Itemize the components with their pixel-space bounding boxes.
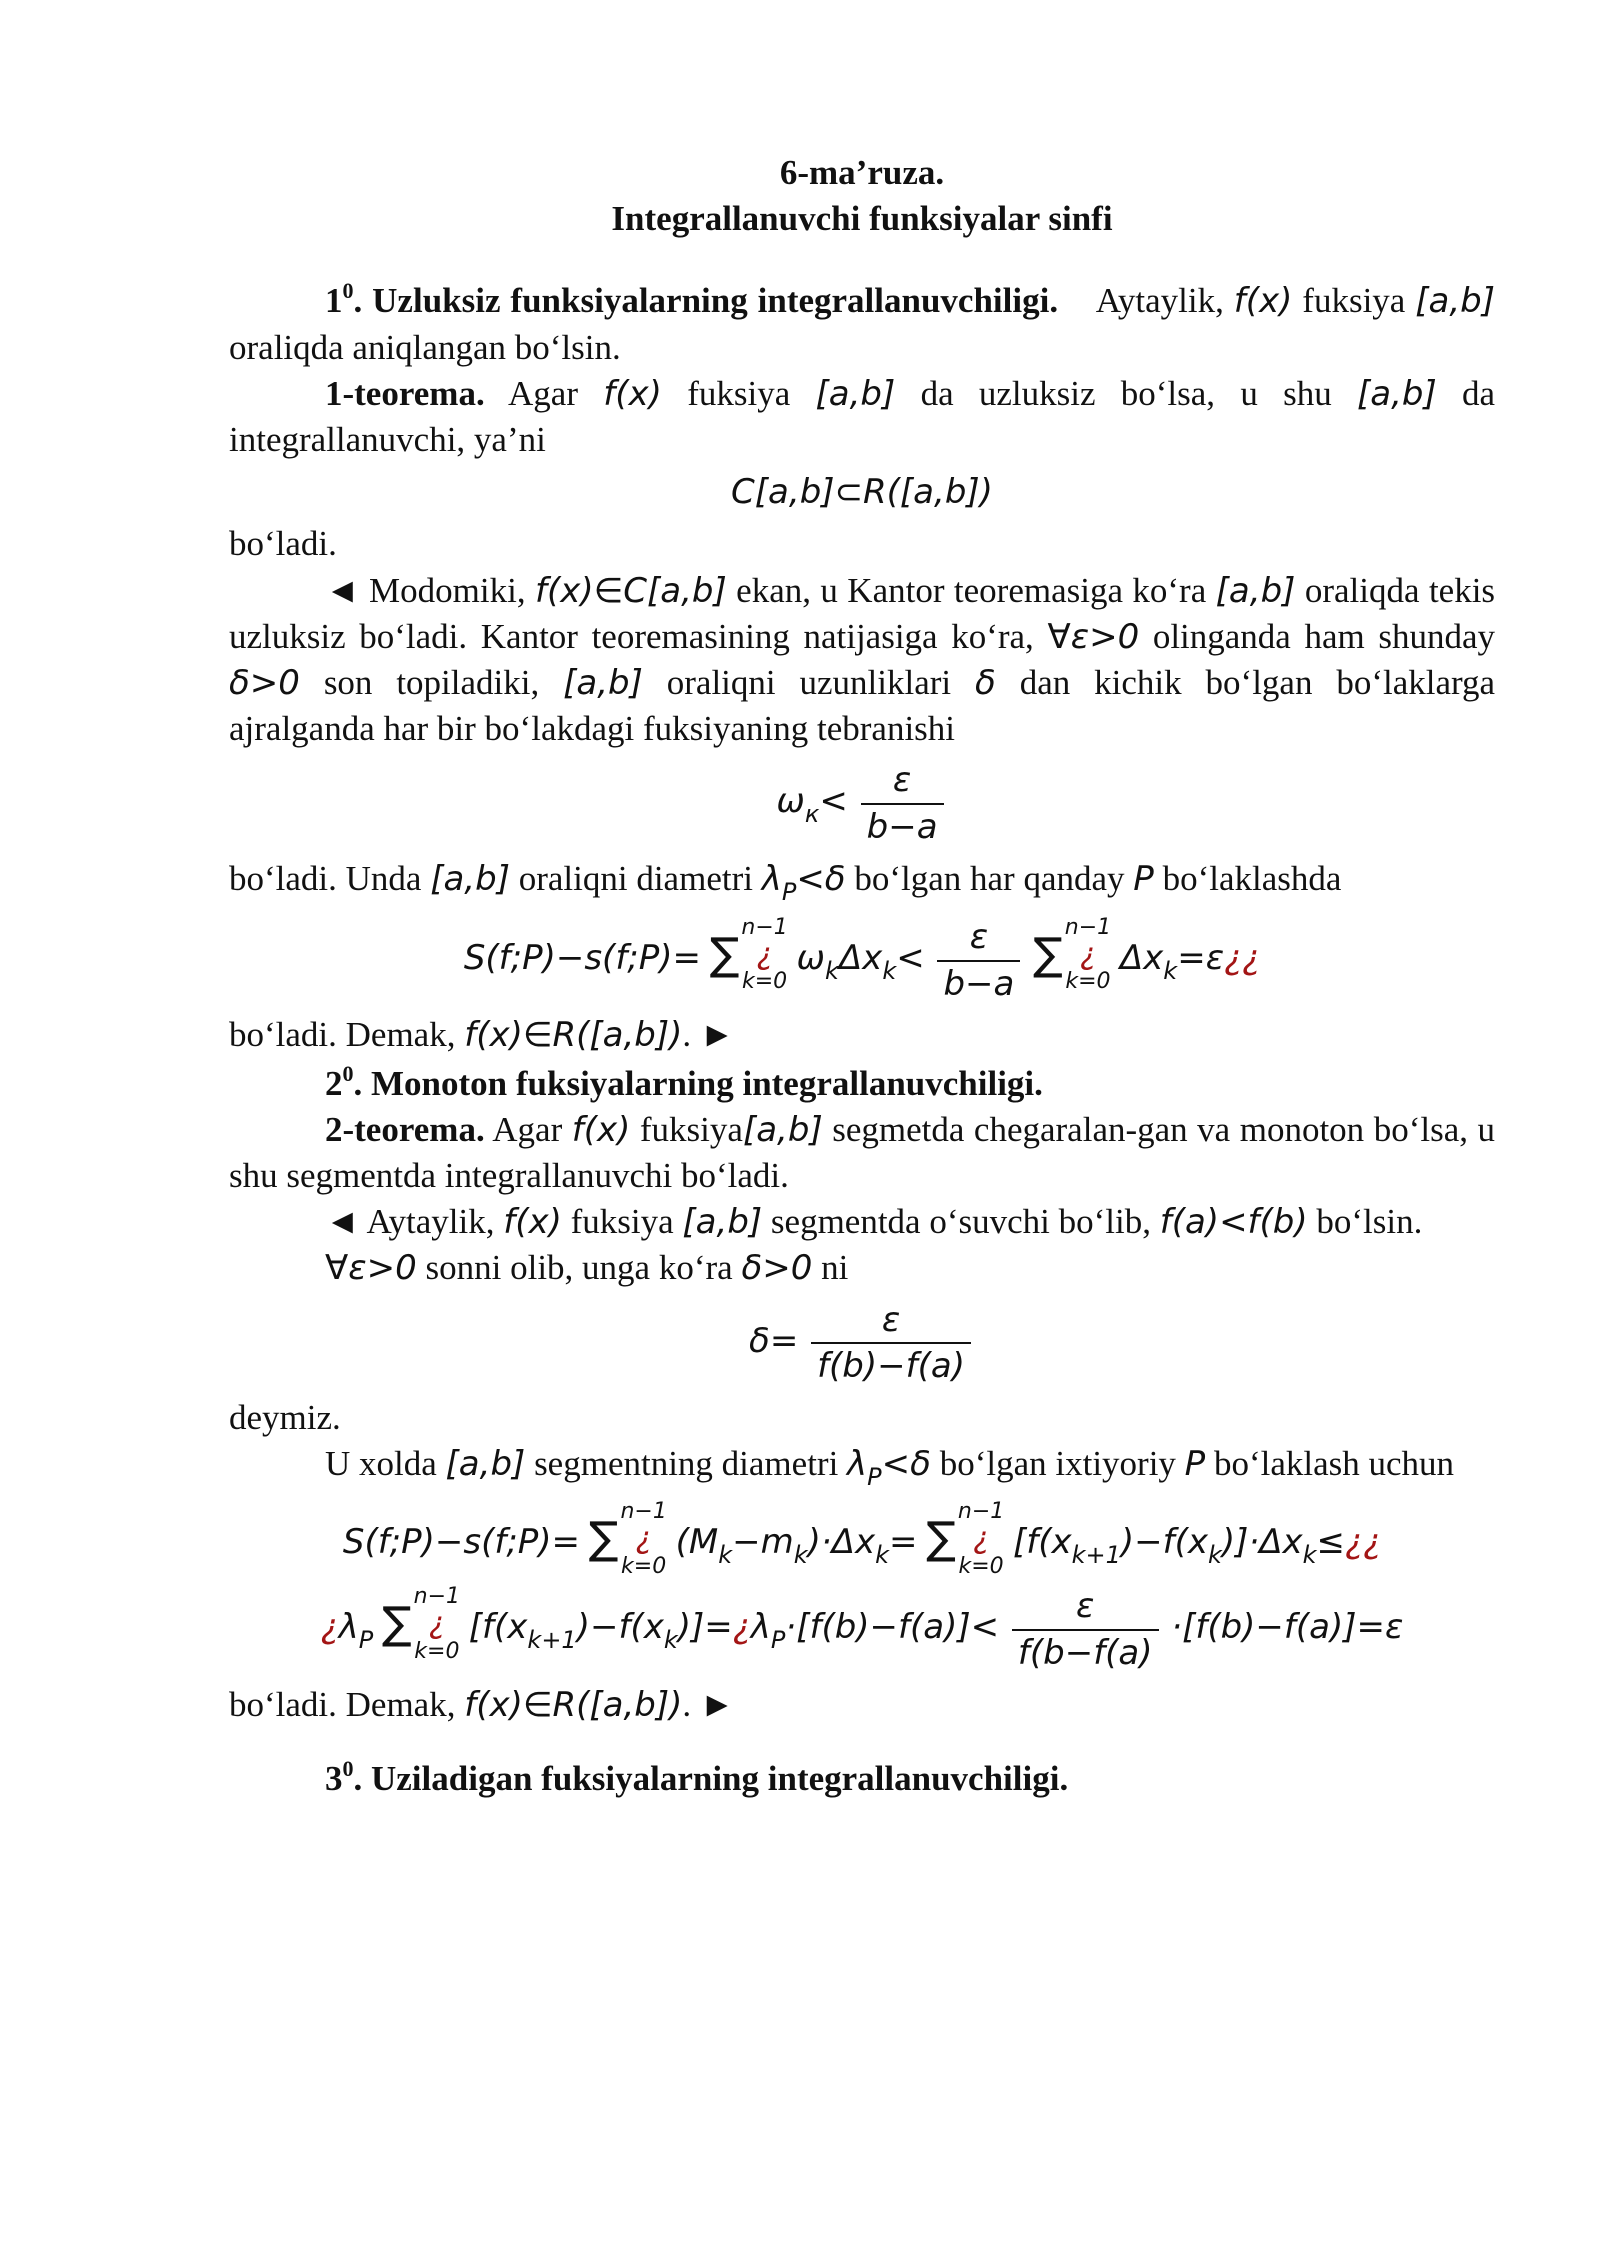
delta-definition-formula: δ= $\frac{\varepsilon}{f(b)-f(a)}$ [229,1298,1495,1390]
darboux-sum-formula-3: ¿$\lambda_P$ ∑ n−1 ¿ k=0 $[f(x_{k+1})-f(x_k)]=¿\lambda_P\cdot[f(b)-f(a)]<$ $\frac{\varepsilon}{f(b-f(a)}$ ·[f(b)−f(a)]=ε [320,1583,1404,1673]
theorem1-paragraph: 1-teorema. Agar f(x) fuksiya [a,b] da uzluksiz bo‘lsa, u shu [a,b] da integrallanuvchi, ya’ni [229,373,1496,459]
theorem1-label: 1-teorema. [325,373,485,413]
section1-paragraph: $1^0$. Uzluksiz funksiyalarning integrallanuvchiligi. Aytaylik, f(x) fuksiya [a,b] oraliqda aniqlangan bo‘lsin. [229,278,1496,367]
proof2-deymiz: deymiz. [229,1398,341,1438]
theorem1-formula: C[a,b]⊂R([a,b]) [731,472,993,513]
lecture-title: Integrallanuvchi funksiyalar sinfi [611,199,1113,239]
section1-heading: $1^0$. Uzluksiz funksiyalarning integrallanuvchiligi. [325,278,1059,321]
sum-symbol: ∑ n−1 ¿ k=0 [709,914,788,995]
proof1-paragraph: ◄ Modomiki, f(x)∈C[a,b] ekan, u Kantor teoremasiga ko‘ra [a,b] oraliqda tekis uzluksiz bo‘ladi. Kantor teoremasining natijasiga ko‘ra, ∀ε>0 olinganda ham shunday δ>0 son topiladiki, [a,b] oraliqni uzunliklari δ dan kichik bo‘lgan bo‘laklarga ajralganda har bir bo‘lakdagi fuksiyaning tebranishi [229,570,1496,749]
section3-heading: $3^0$. Uziladigan fuksiyalarning integrallanuvchiligi. [325,1755,1069,1798]
proof2-epsilon-line: ∀ε>0 sonni olib, unga ko‘ra δ>0 ni [325,1248,849,1289]
proof2-partition-line: U xolda [a,b] segmentning diametri $\lambda_P<\delta$ bo‘lgan ixtiyoriy P bo‘laklash uchun [325,1444,1455,1492]
document-page [229,150,1495,1802]
proof2-paragraph: ◄ Aytaylik, f(x) fuksiya [a,b] segmentda o‘suvchi bo‘lib, f(a)<f(b) bo‘lsin. [325,1202,1423,1243]
darboux-sum-formula-2: S(f;P)−s(f;P)= ∑ n−1 ¿ k=0 $(M_k-m_k)\cdot\Delta x_k=$ ∑ n−1 ¿ k=0 $[f(x_{k+1})-f(x_k)]\cdot\Delta x_k\le¿¿$ [342,1499,1382,1579]
theorem2-paragraph: 2-teorema. Agar f(x) fuksiya[a,b] segmetda chegaralan-gan va monoton bo‘lsa, u shu segmentda integrallanuvchi bo‘ladi. [229,1109,1496,1195]
oscillation-formula: $\omega_к<$ $\frac{\varepsilon}{b-a}$ [229,758,1495,850]
eps-over-b-minus-a: $\frac{\varepsilon}{b-a}$ [861,758,944,850]
proof2-conclusion: bo‘ladi. Demak, f(x)∈R([a,b]). ► [229,1684,735,1725]
section2-heading: $2^0$. Monoton fuksiyalarning integrallanuvchiligi. [325,1060,1043,1103]
proof1-diameter-line: bo‘ladi. Unda [a,b] oraliqni diametri $\lambda_P<\delta$ bo‘lgan har qanday P bo‘laklashda [229,859,1342,906]
darboux-sum-formula-1: S(f;P)−s(f;P)= ∑ n−1 ¿ k=0 $\omega_k\Delta x_k<$ $\frac{\varepsilon}{b-a}$ ∑ n−1 ¿ k=0 $\Delta x_k=\varepsilon¿¿$ [463,914,1261,1004]
proof1-conclusion: bo‘ladi. Demak, f(x)∈R([a,b]). ► [229,1015,735,1056]
lecture-number: 6-ma’ruza. [779,153,945,192]
theorem1-after: bo‘ladi. [229,524,337,564]
theorem2-label: 2-teorema. [325,1109,485,1149]
